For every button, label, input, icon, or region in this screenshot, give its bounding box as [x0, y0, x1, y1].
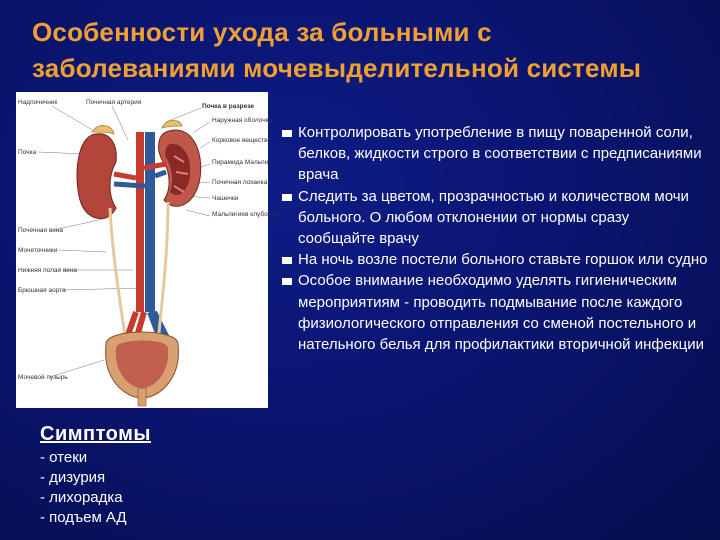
square-bullet-icon [282, 257, 292, 264]
label-cortex: Корковое вещество [212, 137, 272, 144]
label-glomerulus: Мальпигиев клубочек [212, 211, 278, 218]
urinary-system-illustration [16, 92, 278, 408]
label-adrenal: Надпочечник [18, 99, 58, 106]
label-renal-vein: Почечная вена [18, 227, 64, 234]
slide-title [32, 14, 702, 86]
bullet-text: Особое внимание необходимо уделять гигиеническим мероприятиям - проводить подмывание после каждого физиологического отправления со сменой постельного и нательного белья для профилактики вторичной инфекции [298, 272, 704, 354]
list-item [282, 270, 708, 355]
square-bullet-icon [282, 130, 292, 137]
square-bullet-icon [282, 278, 292, 285]
symptom-item: - дизурия [40, 469, 106, 486]
label-kidney: Почка [18, 149, 37, 156]
care-instructions-list [282, 122, 708, 355]
label-outer-capsule: Наружная оболочка [212, 117, 273, 124]
symptom-item: - лихорадка [40, 489, 123, 506]
symptom-item: - отеки [40, 449, 88, 466]
slide-title-line-2: заболеваниями мочевыделительной системы [32, 53, 642, 83]
list-item [282, 122, 708, 186]
label-malpighi-pyramid: Пирамида Мальпиги [212, 159, 275, 166]
label-inferior-vena-cava: Нижняя полая вена [18, 267, 78, 274]
symptoms-title: Симптомы [40, 423, 151, 445]
symptom-item: - подъем АД [40, 509, 127, 526]
label-bladder: Мочевой пузырь [18, 374, 68, 381]
list-item [282, 186, 708, 250]
slide-title-line-1: Особенности ухода за больными с [32, 17, 492, 47]
urinary-system-diagram [16, 92, 278, 408]
list-item [282, 249, 708, 270]
label-calyces: Чашечки [212, 195, 239, 202]
label-abdominal-aorta: Брюшная аорта [18, 287, 66, 294]
square-bullet-icon [282, 194, 292, 201]
bullet-text: Следить за цветом, прозрачностью и количеством мочи больного. О любом отклонении от нормы сразу сообщайте врачу [298, 187, 689, 248]
label-renal-pelvis: Почечная лоханка [212, 179, 268, 186]
label-renal-artery: Почечная артерия [86, 99, 142, 106]
bullet-text: На ночь возле постели больного ставьте горшок или судно [298, 251, 708, 269]
label-kidney-section: Почка в разрезе [202, 103, 254, 110]
label-ureters: Мочеточники [18, 247, 58, 254]
bullet-text: Контролировать употребление в пищу поваренной соли, белков, жидкости строго в соответствии с предписаниями врача [298, 124, 702, 184]
symptoms-block [40, 420, 270, 528]
